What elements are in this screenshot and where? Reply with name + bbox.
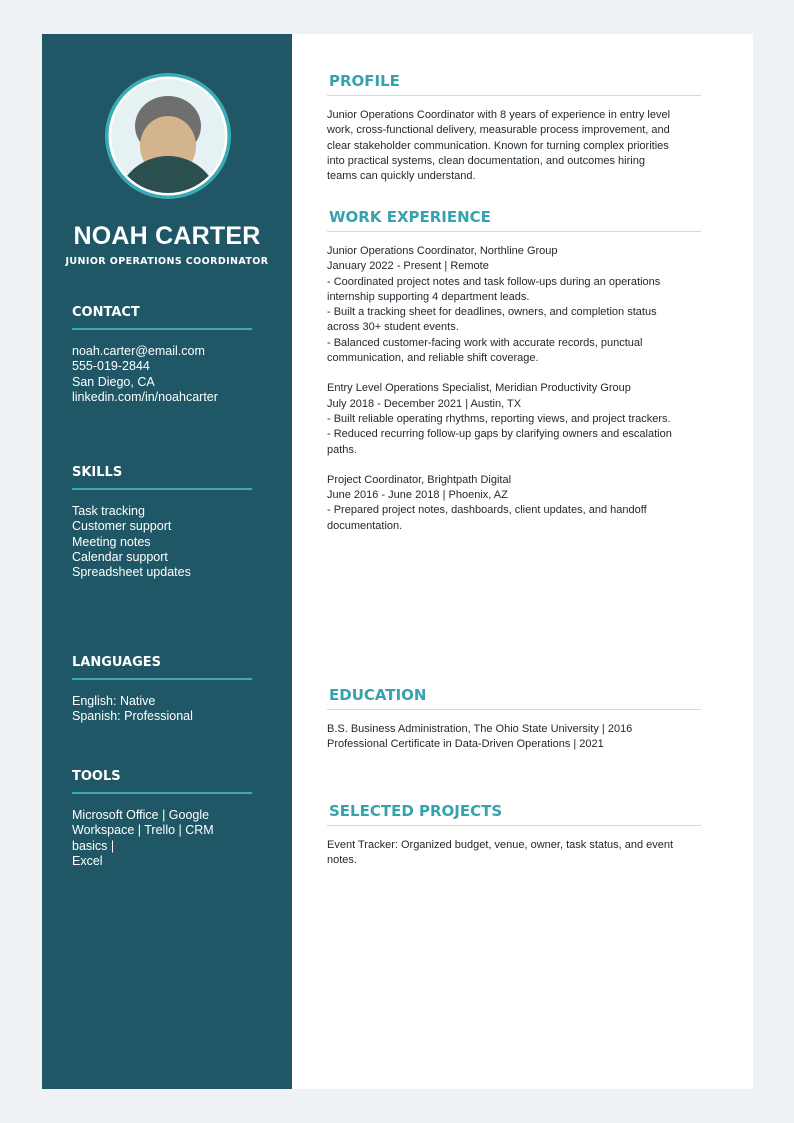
job-line: across 30+ student events. — [327, 321, 459, 334]
contact-linkedin: linkedin.com/in/noahcarter — [72, 389, 218, 404]
job-title: Junior Operations Coordinator, Northline Group — [327, 245, 558, 257]
job-line: internship supporting 4 department leads. — [327, 290, 530, 303]
skills-section — [72, 464, 252, 580]
projects-section — [327, 801, 701, 869]
projects-heading: SELECTED PROJECTS — [329, 802, 503, 820]
profile-line: into practical systems, clean documentation, and outcomes hiring — [327, 154, 645, 167]
resume-page — [42, 34, 753, 1089]
contact-email: noah.carter@email.com — [72, 344, 205, 358]
tools-line: Microsoft Office | Google — [72, 808, 210, 822]
contact-location: San Diego, CA — [72, 374, 155, 389]
sidebar — [42, 34, 292, 1089]
tools-line: Excel — [72, 853, 103, 868]
skill-item: Spreadsheet updates — [72, 565, 191, 580]
education-item: Professional Certificate in Data-Driven Operations | 2021 — [327, 738, 604, 751]
job-entry — [327, 381, 701, 457]
candidate-title: JUNIOR OPERATIONS COORDINATOR — [65, 256, 269, 267]
skill-item: Task tracking — [72, 504, 145, 518]
languages-heading: LANGUAGES — [72, 655, 162, 670]
tools-section — [72, 768, 252, 869]
experience-section — [327, 207, 701, 549]
job-entry — [327, 473, 701, 534]
profile-divider — [327, 95, 701, 96]
tools-divider — [72, 792, 252, 794]
job-title: Entry Level Operations Specialist, Meridian Productivity Group — [327, 382, 631, 395]
job-line: - Prepared project notes, dashboards, client updates, and handoff — [327, 504, 647, 517]
contact-heading: CONTACT — [72, 305, 140, 320]
profile-section — [327, 71, 701, 184]
person-avatar-icon — [104, 72, 232, 200]
job-dates: January 2022 - Present | Remote — [327, 260, 489, 273]
contact-divider — [72, 328, 252, 330]
contact-phone: 555-019-2844 — [72, 359, 150, 374]
education-divider — [327, 709, 701, 710]
job-line: communication, and reliable shift coverage. — [327, 352, 539, 365]
job-dates: July 2018 - December 2021 | Austin, TX — [327, 397, 522, 410]
education-item: B.S. Business Administration, The Ohio State University | 2016 — [327, 723, 633, 735]
profile-line: teams can quickly understand. — [327, 170, 476, 183]
languages-divider — [72, 678, 252, 680]
experience-divider — [327, 231, 701, 232]
languages-section — [72, 654, 252, 725]
experience-heading: WORK EXPERIENCE — [329, 208, 491, 226]
job-line: paths. — [327, 443, 357, 456]
skill-item: Customer support — [72, 519, 172, 534]
language-item: Spanish: Professional — [72, 709, 193, 724]
project-line: Event Tracker: Organized budget, venue, owner, task status, and event — [327, 839, 674, 851]
tools-heading: TOOLS — [72, 769, 121, 784]
language-item: English: Native — [72, 694, 156, 708]
profile-line: work, cross-functional delivery, measurable process improvement, and — [327, 124, 670, 137]
contact-section — [72, 304, 252, 405]
profile-line: Junior Operations Coordinator with 8 years of experience in entry level — [327, 109, 671, 121]
job-title: Project Coordinator, Brightpath Digital — [327, 473, 512, 486]
candidate-name: NOAH CARTER — [73, 222, 261, 250]
job-entry — [327, 244, 701, 366]
profile-heading: PROFILE — [329, 72, 400, 90]
profile-line: clear stakeholder communication. Known for turning complex priorities — [327, 139, 669, 152]
education-section — [327, 685, 701, 753]
skill-item: Calendar support — [72, 549, 168, 564]
job-line: - Balanced customer-facing work with accurate records, punctual — [327, 336, 643, 349]
skills-heading: SKILLS — [72, 465, 123, 480]
job-line: - Coordinated project notes and task follow-ups during an operations — [327, 275, 661, 288]
job-line: - Reduced recurring follow-up gaps by clarifying owners and escalation — [327, 428, 672, 441]
education-heading: EDUCATION — [329, 686, 427, 704]
job-line: - Built reliable operating rhythms, reporting views, and project trackers. — [327, 412, 671, 425]
tools-line: Workspace | Trello | CRM basics | — [72, 823, 214, 853]
job-line: documentation. — [327, 519, 403, 532]
skill-item: Meeting notes — [72, 534, 151, 549]
project-line: notes. — [327, 854, 357, 867]
job-dates: June 2016 - June 2018 | Phoenix, AZ — [327, 489, 508, 502]
job-line: - Built a tracking sheet for deadlines, owners, and completion status — [327, 306, 657, 319]
skills-divider — [72, 488, 252, 490]
projects-divider — [327, 825, 701, 826]
